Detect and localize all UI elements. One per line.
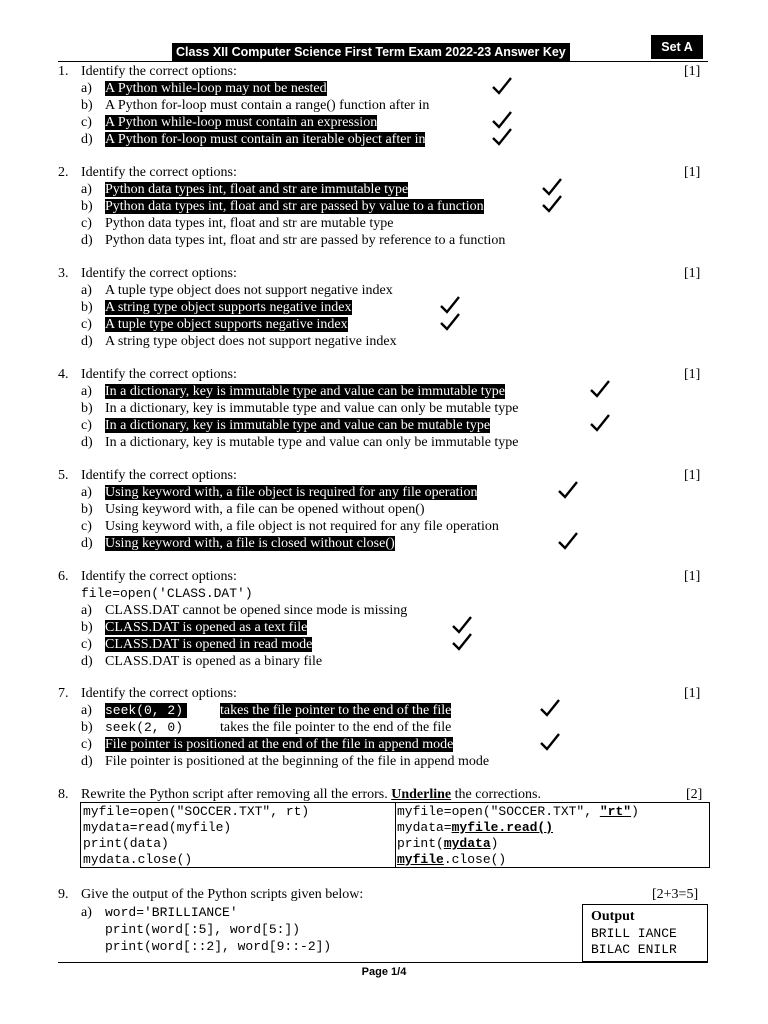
- q2-option-letter: a): [81, 182, 92, 197]
- q2-option-b: Python data types int, float and str are passed by value to a function: [105, 199, 484, 214]
- q2-option-a: Python data types int, float and str are immutable type: [105, 182, 409, 197]
- question-6-prompt: Identify the correct options:: [81, 569, 237, 584]
- q4-option-letter: c): [81, 418, 92, 433]
- corrected-code-line: [397, 851, 506, 868]
- exam-title: Class XII Computer Science First Term Exam 2022-23 Answer Key: [172, 43, 570, 61]
- question-4-number: 4.: [58, 367, 69, 382]
- checkmark-icon: [452, 633, 472, 651]
- q5-option-a: Using keyword with, a file object is required for any file operation: [105, 485, 478, 500]
- question-9-marks: [2+3=5]: [652, 887, 699, 902]
- code-correction: myfile.read(): [451, 820, 554, 835]
- checkmark-icon: [492, 128, 512, 146]
- q7-option-letter: d): [81, 754, 93, 769]
- q3-option-letter: a): [81, 283, 92, 298]
- q6-option-c: CLASS.DAT is opened in read mode: [105, 637, 313, 652]
- table-divider: [395, 803, 396, 867]
- question-6-number: 6.: [58, 569, 69, 584]
- question-2-number: 2.: [58, 165, 69, 180]
- code-text: mydata=: [397, 820, 452, 835]
- checkmark-icon: [440, 296, 460, 314]
- set-label: Set A: [651, 35, 703, 59]
- original-code-line: mydata.close(): [83, 852, 193, 867]
- checkmark-icon: [542, 195, 562, 213]
- q8-prompt-text: Rewrite the Python script after removing all the errors.: [81, 787, 392, 802]
- code-text: ): [631, 804, 639, 819]
- q7-option-letter: a): [81, 703, 92, 718]
- checkmark-icon: [440, 313, 460, 331]
- q7-option-a-code: seek(0, 2): [105, 703, 187, 718]
- page-number: Page 1/4: [361, 966, 407, 978]
- q3-option-letter: c): [81, 317, 92, 332]
- question-7-prompt: Identify the correct options:: [81, 686, 237, 701]
- q7-option-letter: c): [81, 737, 92, 752]
- code-text: print(: [397, 836, 444, 851]
- code-correction: "rt": [599, 804, 632, 819]
- q2-option-letter: c): [81, 216, 92, 231]
- q4-option-letter: b): [81, 401, 93, 416]
- q8-prompt-text: the corrections.: [451, 787, 541, 802]
- question-4-marks: [1]: [684, 367, 701, 382]
- question-1-marks: [1]: [684, 64, 701, 79]
- question-4-prompt: Identify the correct options:: [81, 367, 237, 382]
- output-box: [582, 904, 708, 962]
- q2-option-d: Python data types int, float and str are passed by reference to a function: [105, 233, 506, 248]
- question-3-prompt: Identify the correct options:: [81, 266, 237, 281]
- code-text: myfile=open("SOCCER.TXT",: [397, 804, 600, 819]
- checkmark-icon: [558, 532, 578, 550]
- question-2-prompt: Identify the correct options:: [81, 165, 237, 180]
- question-8-number: 8.: [58, 787, 69, 802]
- original-code-line: print(data): [83, 836, 169, 851]
- question-1-number: 1.: [58, 64, 69, 79]
- question-5-marks: [1]: [684, 468, 701, 483]
- q1-option-d: A Python for-loop must contain an iterable object after in: [105, 132, 426, 147]
- q1-option-letter: c): [81, 115, 92, 130]
- original-code-line: myfile=open("SOCCER.TXT", rt): [83, 804, 310, 819]
- q5-option-letter: d): [81, 536, 93, 551]
- q9-code-line: print(word[::2], word[9::-2]): [105, 939, 332, 954]
- original-code-line: mydata=read(myfile): [83, 820, 232, 835]
- question-8-prompt: [81, 786, 541, 803]
- code-correction: myfile: [397, 852, 444, 867]
- q9-code-line: word='BRILLIANCE': [105, 905, 238, 920]
- checkmark-icon: [542, 178, 562, 196]
- q5-option-letter: b): [81, 502, 93, 517]
- q6-option-letter: b): [81, 620, 93, 635]
- code-correction: mydata: [443, 836, 491, 851]
- code-text: ): [490, 836, 499, 851]
- output-line: BILAC ENILR: [591, 942, 677, 957]
- question-7-number: 7.: [58, 686, 69, 701]
- corrected-code-line: [397, 835, 498, 852]
- q6-option-letter: d): [81, 654, 93, 669]
- checkmark-icon: [540, 699, 560, 717]
- q6-code-line: file=open('CLASS.DAT'): [81, 586, 253, 601]
- q4-option-a: In a dictionary, key is immutable type and value can be immutable type: [105, 384, 505, 399]
- q3-option-letter: b): [81, 300, 93, 315]
- header-rule: [58, 61, 708, 62]
- q4-option-b: In a dictionary, key is immutable type and value can only be mutable type: [105, 401, 519, 416]
- q5-option-letter: a): [81, 485, 92, 500]
- checkmark-icon: [590, 380, 610, 398]
- checkmark-icon: [492, 77, 512, 95]
- question-7-marks: [1]: [684, 686, 701, 701]
- q4-option-c: In a dictionary, key is immutable type and value can be mutable type: [105, 418, 491, 433]
- corrected-code-line: [397, 803, 639, 820]
- code-correction-table: [80, 802, 710, 868]
- q5-option-b: Using keyword with, a file can be opened without open(): [105, 502, 425, 517]
- q7-option-b-code: seek(2, 0): [105, 720, 184, 735]
- q3-option-d: A string type object does not support negative index: [105, 334, 397, 349]
- q4-option-letter: d): [81, 435, 93, 450]
- q1-option-letter: d): [81, 132, 93, 147]
- question-3-marks: [1]: [684, 266, 701, 281]
- question-5-prompt: Identify the correct options:: [81, 468, 237, 483]
- checkmark-icon: [540, 733, 560, 751]
- q5-option-c: Using keyword with, a file object is not required for any file operation: [105, 519, 499, 534]
- q2-option-c: Python data types int, float and str are mutable type: [105, 216, 394, 231]
- q2-option-letter: d): [81, 233, 93, 248]
- q5-option-d: Using keyword with, a file is closed without close(): [105, 536, 395, 551]
- code-text: .close(): [443, 852, 507, 867]
- checkmark-icon: [590, 414, 610, 432]
- question-1-prompt: Identify the correct options:: [81, 64, 237, 79]
- footer-rule: [58, 962, 708, 963]
- q2-option-letter: b): [81, 199, 93, 214]
- output-line: BRILL IANCE: [591, 926, 677, 941]
- q4-option-letter: a): [81, 384, 92, 399]
- question-3-number: 3.: [58, 266, 69, 281]
- q8-prompt-emphasis: Underline: [391, 787, 452, 802]
- q1-option-b: A Python for-loop must contain a range() function after in: [105, 98, 430, 113]
- question-9-number: 9.: [58, 887, 69, 902]
- q3-option-c: A tuple type object supports negative index: [105, 317, 348, 332]
- q6-option-letter: a): [81, 603, 92, 618]
- q6-option-b: CLASS.DAT is opened as a text file: [105, 620, 308, 635]
- question-5-number: 5.: [58, 468, 69, 483]
- q6-option-letter: c): [81, 637, 92, 652]
- q7-option-b: takes the file pointer to the end of the file: [220, 720, 452, 735]
- q3-option-letter: d): [81, 334, 93, 349]
- question-6-marks: [1]: [684, 569, 701, 584]
- checkmark-icon: [558, 481, 578, 499]
- q9-part-letter: a): [81, 905, 92, 920]
- output-title: Output: [591, 909, 635, 924]
- q7-option-letter: b): [81, 720, 93, 735]
- q7-option-d: File pointer is positioned at the beginning of the file in append mode: [105, 754, 490, 769]
- checkmark-icon: [452, 616, 472, 634]
- checkmark-icon: [492, 111, 512, 129]
- q1-option-letter: b): [81, 98, 93, 113]
- q4-option-d: In a dictionary, key is mutable type and value can only be immutable type: [105, 435, 519, 450]
- q7-option-a: takes the file pointer to the end of the file: [220, 703, 452, 718]
- question-9-prompt: Give the output of the Python scripts given below:: [81, 887, 364, 902]
- q9-code-line: print(word[:5], word[5:]): [105, 922, 301, 937]
- q6-option-d: CLASS.DAT is opened as a binary file: [105, 654, 323, 669]
- q1-option-a: A Python while-loop may not be nested: [105, 81, 327, 96]
- corrected-code-line: [397, 819, 553, 836]
- q3-option-b: A string type object supports negative index: [105, 300, 352, 315]
- q3-option-a: A tuple type object does not support negative index: [105, 283, 393, 298]
- q1-option-letter: a): [81, 81, 92, 96]
- q1-option-c: A Python while-loop must contain an expression: [105, 115, 378, 130]
- q6-option-a: CLASS.DAT cannot be opened since mode is missing: [105, 603, 408, 618]
- q7-option-c: File pointer is positioned at the end of the file in append mode: [105, 737, 454, 752]
- q5-option-letter: c): [81, 519, 92, 534]
- question-8-marks: [2]: [686, 787, 703, 802]
- question-2-marks: [1]: [684, 165, 701, 180]
